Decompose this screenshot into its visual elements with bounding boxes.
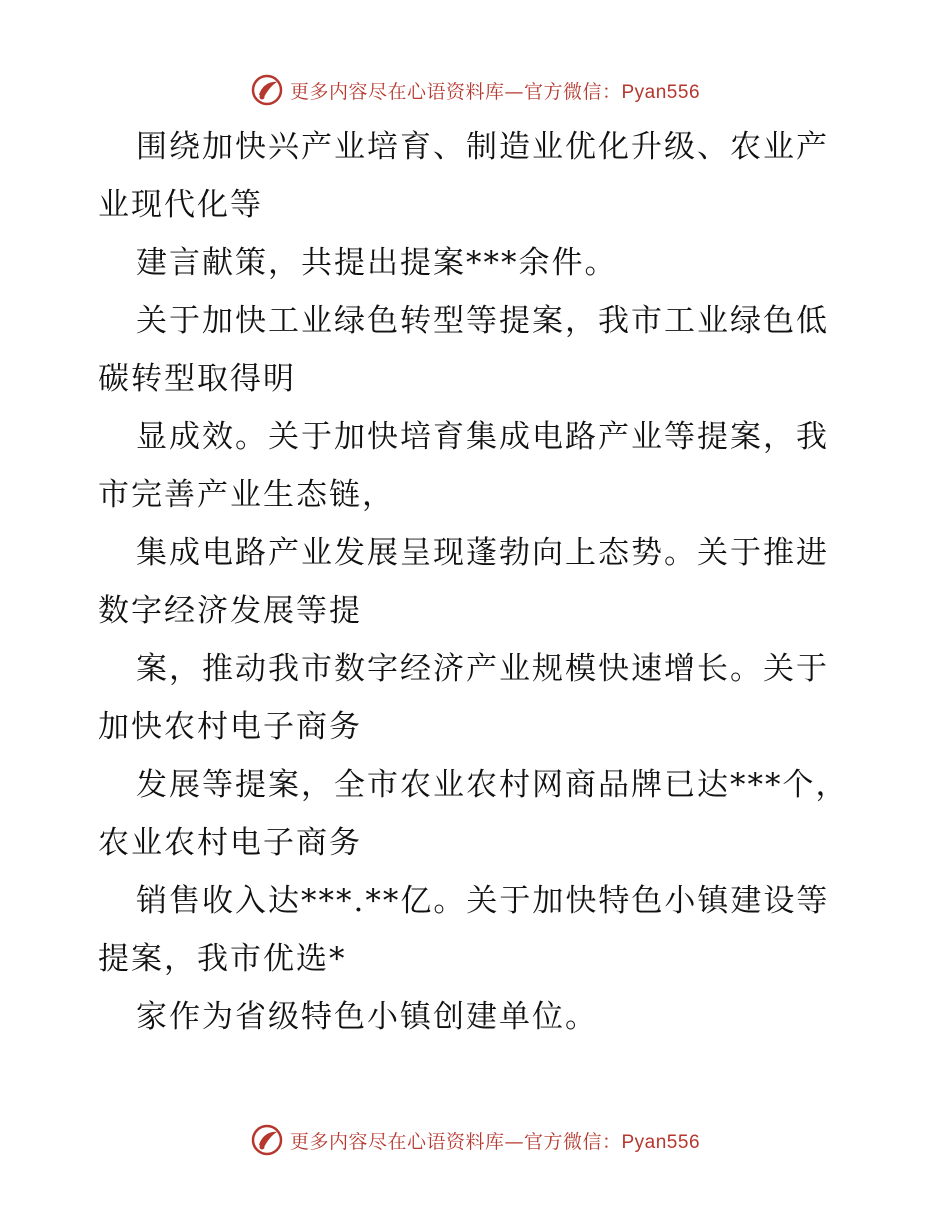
banner-label: 更多内容尽在心语资料库—官方微信： xyxy=(289,1130,622,1153)
banner-wechat-id: Pyan556 xyxy=(621,81,701,103)
banner-wechat-id: Pyan556 xyxy=(621,1131,701,1153)
paragraph-4: 显成效。关于加快培育集成电路产业等提案，我市完善产业生态链， xyxy=(98,419,829,513)
brand-logo-icon xyxy=(250,1123,284,1157)
banner-text xyxy=(290,1127,700,1154)
header-watermark-banner xyxy=(0,70,950,110)
document-body xyxy=(98,118,858,1046)
paragraph-5: 集成电路产业发展呈现蓬勃向上态势。关于推进数字经济发展等提 xyxy=(98,535,829,629)
paragraph-8: 销售收入达***.**亿。关于加快特色小镇建设等提案，我市优选* xyxy=(98,883,830,977)
paragraph-2: 建言献策，共提出提案***余件。 xyxy=(136,245,618,281)
paragraph-3: 关于加快工业绿色转型等提案，我市工业绿色低碳转型取得明 xyxy=(98,303,829,397)
banner-text xyxy=(290,77,700,104)
brand-logo-icon xyxy=(250,73,284,107)
paragraph-7: 发展等提案，全市农业农村网商品牌已达***个，农业农村电子商务 xyxy=(98,767,849,861)
banner-label: 更多内容尽在心语资料库—官方微信： xyxy=(289,80,622,103)
paragraph-9: 家作为省级特色小镇创建单位。 xyxy=(136,999,598,1035)
paragraph-1: 围绕加快兴产业培育、制造业优化升级、农业产业现代化等 xyxy=(98,129,829,223)
paragraph-6: 案，推动我市数字经济产业规模快速增长。关于加快农村电子商务 xyxy=(98,651,829,745)
footer-watermark-banner xyxy=(0,1120,950,1160)
